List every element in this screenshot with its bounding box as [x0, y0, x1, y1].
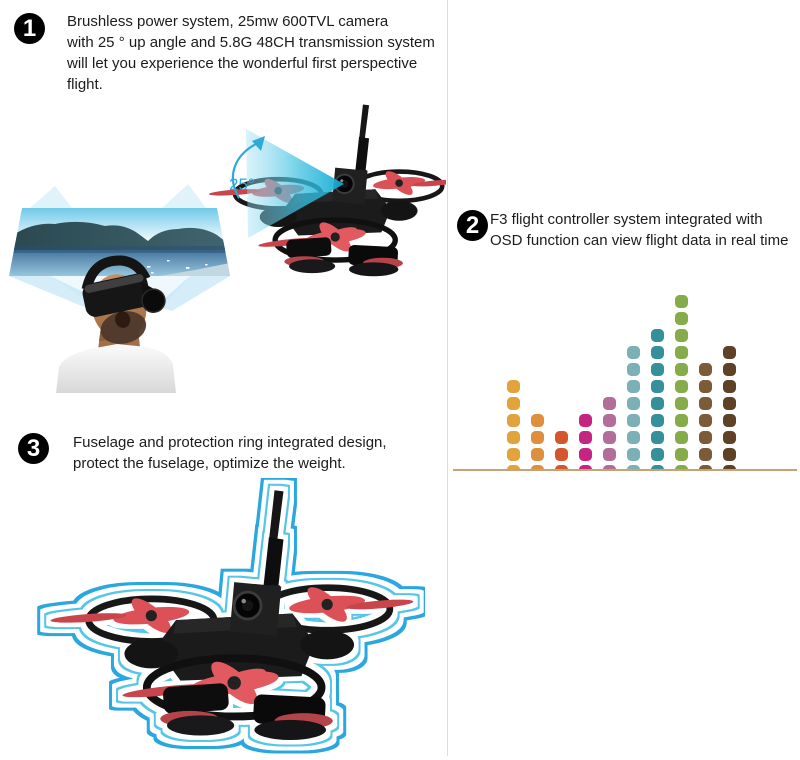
- chart-dot: [651, 346, 664, 359]
- chart-column: [699, 363, 712, 471]
- chart-dot: [507, 380, 520, 393]
- chart-dot: [675, 295, 688, 308]
- chart-dot: [507, 397, 520, 410]
- chart-dot: [675, 363, 688, 376]
- chart-dot: [699, 448, 712, 461]
- feature-1-line: Brushless power system, 25mw 600TVL camera: [67, 13, 389, 30]
- drone-outline-illustration: [25, 478, 425, 760]
- chart-dot: [555, 431, 568, 444]
- chart-dot: [723, 380, 736, 393]
- chart-dot: [675, 329, 688, 342]
- feature-2-number-badge: 2: [457, 210, 488, 241]
- chart-dot: [579, 448, 592, 461]
- feature-1-line: with 25 ° up angle and 5.8G 48CH transmission system: [67, 34, 435, 51]
- chart-dot: [651, 431, 664, 444]
- chart-dot: [723, 448, 736, 461]
- camera-angle-label: 25°: [229, 175, 255, 194]
- feature-2-line: OSD function can view flight data in real time: [490, 232, 789, 249]
- chart-dot: [627, 448, 640, 461]
- chart-dot: [579, 431, 592, 444]
- chart-column: [603, 397, 616, 471]
- chart-bars: [507, 295, 736, 471]
- chart-dot: [675, 312, 688, 325]
- chart-dot: [627, 363, 640, 376]
- chart-dot: [651, 380, 664, 393]
- chart-dot: [531, 431, 544, 444]
- chart-dot: [507, 414, 520, 427]
- chart-dot: [699, 431, 712, 444]
- chart-dot: [699, 363, 712, 376]
- feature-1-number-badge: 1: [14, 13, 45, 44]
- chart-dot: [603, 397, 616, 410]
- chart-column: [627, 346, 640, 471]
- chart-dot: [555, 448, 568, 461]
- chart-dot: [675, 431, 688, 444]
- chart-dot: [723, 346, 736, 359]
- projection-up-beams: [30, 184, 206, 208]
- feature-3-number-badge: 3: [18, 433, 49, 464]
- chart-dot: [723, 431, 736, 444]
- chart-dot: [699, 380, 712, 393]
- chart-dot: [603, 448, 616, 461]
- chart-dot: [723, 414, 736, 427]
- chart-dot: [675, 448, 688, 461]
- aerial-landscape-photo: [9, 208, 230, 276]
- chart-dot: [627, 397, 640, 410]
- chart-dot: [627, 380, 640, 393]
- feature-3-text: [73, 432, 387, 474]
- chart-dot: [675, 346, 688, 359]
- chart-dot: [627, 431, 640, 444]
- chart-dot: [651, 414, 664, 427]
- chart-column: [579, 414, 592, 471]
- chart-dot: [579, 414, 592, 427]
- chart-dot: [507, 448, 520, 461]
- chart-dot: [699, 414, 712, 427]
- feature-2-line: F3 flight controller system integrated with: [490, 211, 763, 228]
- chart-dot: [531, 448, 544, 461]
- chart-dot: [603, 414, 616, 427]
- chart-dot: [675, 397, 688, 410]
- chart-dot: [627, 414, 640, 427]
- chart-dot: [723, 397, 736, 410]
- chart-dot: [627, 346, 640, 359]
- osd-equalizer-chart: [453, 288, 797, 471]
- chart-dot: [723, 363, 736, 376]
- chart-baseline: [453, 469, 797, 471]
- chart-dot: [699, 397, 712, 410]
- feature-1-line: will let you experience the wonderful first perspective: [67, 55, 418, 72]
- column-divider: [447, 0, 448, 756]
- chart-column: [675, 295, 688, 471]
- chart-dot: [651, 363, 664, 376]
- chart-dot: [651, 329, 664, 342]
- feature-2-text: [490, 209, 788, 251]
- chart-column: [555, 431, 568, 471]
- drone-bottom: [50, 490, 413, 740]
- chart-column: [531, 414, 544, 471]
- feature-1-text: [67, 11, 435, 95]
- chart-column: [507, 380, 520, 471]
- chart-dot: [603, 431, 616, 444]
- feature-3-line: protect the fuselage, optimize the weight.: [73, 455, 346, 472]
- chart-dot: [531, 414, 544, 427]
- chart-column: [723, 346, 736, 471]
- feature-3-line: Fuselage and protection ring integrated design,: [73, 434, 387, 451]
- chart-dot: [651, 397, 664, 410]
- chart-dot: [675, 380, 688, 393]
- chart-dot: [675, 414, 688, 427]
- chart-column: [651, 329, 664, 471]
- chart-dot: [651, 448, 664, 461]
- fpv-scene-illustration: [0, 95, 446, 401]
- chart-dot: [507, 431, 520, 444]
- feature-1-line: flight.: [67, 76, 103, 93]
